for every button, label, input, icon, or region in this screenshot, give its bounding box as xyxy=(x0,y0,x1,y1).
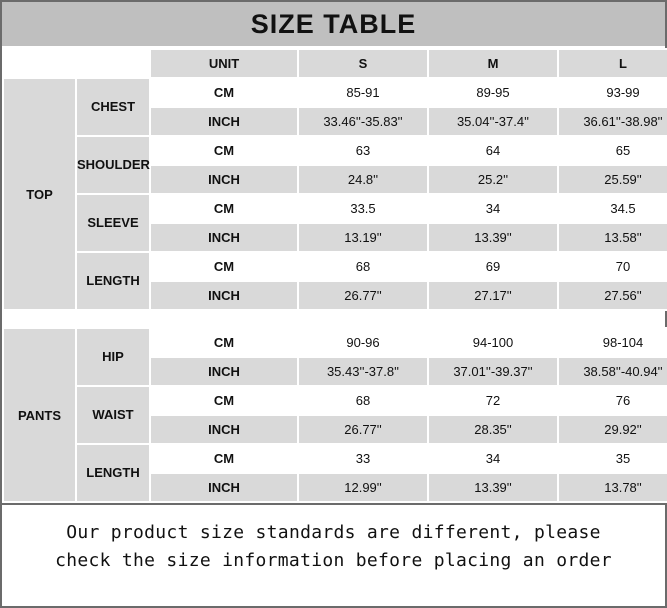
top-sleeve-cm-m: 34 xyxy=(428,194,558,223)
top-length-cm-l: 70 xyxy=(558,252,667,281)
top-size-table xyxy=(2,48,667,311)
header-size-l: L xyxy=(558,49,667,78)
pants-hip-inch-l: 38.58''-40.94'' xyxy=(558,357,667,386)
top-shoulder-inch-l: 25.59'' xyxy=(558,165,667,194)
top-chest-inch-m: 35.04''-37.4'' xyxy=(428,107,558,136)
unit-inch: INCH xyxy=(150,473,298,502)
unit-cm: CM xyxy=(150,136,298,165)
top-length-inch-s: 26.77'' xyxy=(298,281,428,310)
page-title-bar xyxy=(2,2,665,48)
size-note-line-1: Our product size standards are different, please xyxy=(66,522,601,543)
size-note-line-2: check the size information before placing an order xyxy=(55,549,612,571)
top-sleeve-cm-l: 34.5 xyxy=(558,194,667,223)
top-chest-cm-s: 85-91 xyxy=(298,78,428,107)
top-sleeve-cm-s: 33.5 xyxy=(298,194,428,223)
table-header-row xyxy=(3,49,667,78)
pants-size-table xyxy=(2,327,667,503)
unit-cm: CM xyxy=(150,252,298,281)
pants-hip-inch-s: 35.43''-37.8'' xyxy=(298,357,428,386)
pants-waist-cm-m: 72 xyxy=(428,386,558,415)
top-shoulder-cm-m: 64 xyxy=(428,136,558,165)
pants-length-inch-s: 12.99'' xyxy=(298,473,428,502)
pants-length-inch-m: 13.39'' xyxy=(428,473,558,502)
size-note xyxy=(2,503,665,585)
unit-cm: CM xyxy=(150,444,298,473)
part-waist: WAIST xyxy=(76,386,150,444)
table-row xyxy=(3,78,667,107)
pants-waist-cm-l: 76 xyxy=(558,386,667,415)
pants-hip-inch-m: 37.01''-39.37'' xyxy=(428,357,558,386)
table-row xyxy=(3,386,667,415)
pants-hip-cm-m: 94-100 xyxy=(428,328,558,357)
pants-length-cm-s: 33 xyxy=(298,444,428,473)
pants-waist-inch-m: 28.35'' xyxy=(428,415,558,444)
top-length-cm-s: 68 xyxy=(298,252,428,281)
top-chest-cm-m: 89-95 xyxy=(428,78,558,107)
part-hip: HIP xyxy=(76,328,150,386)
table-row xyxy=(3,328,667,357)
part-length-top: LENGTH xyxy=(76,252,150,310)
unit-inch: INCH xyxy=(150,223,298,252)
top-sleeve-inch-m: 13.39'' xyxy=(428,223,558,252)
table-row xyxy=(3,194,667,223)
part-sleeve: SLEEVE xyxy=(76,194,150,252)
header-size-s: S xyxy=(298,49,428,78)
top-chest-inch-s: 33.46''-35.83'' xyxy=(298,107,428,136)
top-length-inch-m: 27.17'' xyxy=(428,281,558,310)
header-size-m: M xyxy=(428,49,558,78)
unit-cm: CM xyxy=(150,194,298,223)
pants-waist-cm-s: 68 xyxy=(298,386,428,415)
top-shoulder-inch-s: 24.8'' xyxy=(298,165,428,194)
unit-inch: INCH xyxy=(150,357,298,386)
part-shoulder: SHOULDER xyxy=(76,136,150,194)
pants-hip-cm-s: 90-96 xyxy=(298,328,428,357)
header-spacer-cell xyxy=(3,49,76,78)
pants-length-cm-m: 34 xyxy=(428,444,558,473)
unit-inch: INCH xyxy=(150,281,298,310)
top-chest-cm-l: 93-99 xyxy=(558,78,667,107)
pants-waist-inch-l: 29.92'' xyxy=(558,415,667,444)
table-row xyxy=(3,136,667,165)
unit-inch: INCH xyxy=(150,107,298,136)
page-title: SIZE TABLE xyxy=(250,8,417,39)
header-unit: UNIT xyxy=(150,49,298,78)
unit-cm: CM xyxy=(150,386,298,415)
table-row xyxy=(3,252,667,281)
unit-cm: CM xyxy=(150,328,298,357)
part-chest: CHEST xyxy=(76,78,150,136)
top-shoulder-cm-l: 65 xyxy=(558,136,667,165)
top-length-inch-l: 27.56'' xyxy=(558,281,667,310)
top-shoulder-inch-m: 25.2'' xyxy=(428,165,558,194)
top-chest-inch-l: 36.61''-38.98'' xyxy=(558,107,667,136)
unit-cm: CM xyxy=(150,78,298,107)
header-spacer-cell-2 xyxy=(76,49,150,78)
category-pants: PANTS xyxy=(3,328,76,502)
top-sleeve-inch-l: 13.58'' xyxy=(558,223,667,252)
top-length-cm-m: 69 xyxy=(428,252,558,281)
category-top: TOP xyxy=(3,78,76,310)
pants-length-inch-l: 13.78'' xyxy=(558,473,667,502)
table-row xyxy=(3,444,667,473)
pants-length-cm-l: 35 xyxy=(558,444,667,473)
unit-inch: INCH xyxy=(150,165,298,194)
table-gap xyxy=(2,311,665,327)
pants-hip-cm-l: 98-104 xyxy=(558,328,667,357)
unit-inch: INCH xyxy=(150,415,298,444)
part-length-pants: LENGTH xyxy=(76,444,150,502)
top-sleeve-inch-s: 13.19'' xyxy=(298,223,428,252)
top-shoulder-cm-s: 63 xyxy=(298,136,428,165)
pants-waist-inch-s: 26.77'' xyxy=(298,415,428,444)
